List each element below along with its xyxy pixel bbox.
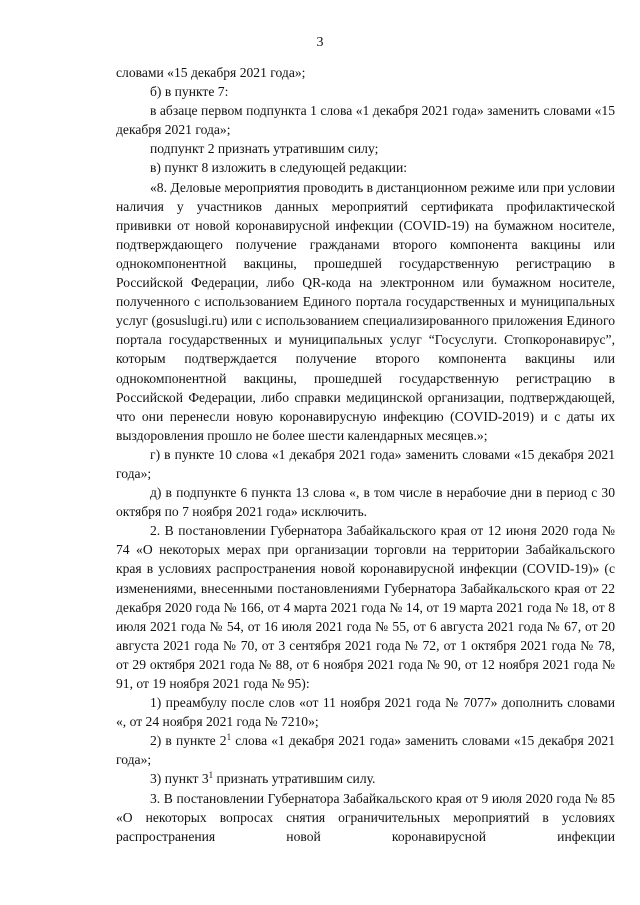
paragraph: г) в пункте 10 слова «1 декабря 2021 года» заменить словами «15 декабря 2021 года»;: [116, 446, 615, 481]
paragraph-text: признать утратившим силу.: [213, 771, 376, 787]
paragraph: «8. Деловые мероприятия проводить в дистанционном режиме или при условии наличия у участников данных мероприятий сертификата профилактической прививки от новой коронавирусной инфекции (COVID-19) на бумажном носителе, подтверждающего получение гражданами второго компонента вакцины или однокомпонентной вакцины, прошедшей государственную регистрацию в Российской Федерации, либо QR-кода на электронном или бумажном носителе, полученного с использованием Единого портала государственных и муниципальных услуг (gosuslugi.ru) или с использованием специализированного приложения Единого портала государственных и муниципальных услуг “Госуслуги. Стопкоронавирус”, которым подтверждается получение второго компонента вакцины или однокомпонентной вакцины, прошедшей государственную регистрацию в Российской Федерации, либо справки медицинской организации, подтверждающей, что они перенесли новую коронавирусную инфекцию (COVID-2019) и с даты их выздоровления прошло не более шести календарных месяцев.»;: [116, 179, 615, 443]
paragraph: 2. В постановлении Губернатора Забайкальского края от 12 июня 2020 года № 74 «О некоторых мерах при организации торговли на территории Забайкальского края в условиях распространения новой коронавирусной инфекции (COVID-19)» (с изменениями, внесенными постановлениями Губернатора Забайкальского края от 22 декабря 2020 года № 166, от 4 марта 2021 года № 14, от 19 марта 2021 года № 18, от 8 июля 2021 года № 54, от 16 июля 2021 года № 55, от 6 августа 2021 года № 67, от 20 августа 2021 года № 70, от 3 сентября 2021 года № 72, от 1 октября 2021 года № 78, от 29 октября 2021 года № 88, от 6 ноября 2021 года № 90, от 12 ноября 2021 года № 91, от 19 ноября 2021 года № 95):: [116, 523, 615, 691]
document-body: [116, 63, 615, 846]
paragraph: подпункт 2 признать утратившим силу;: [150, 141, 379, 157]
paragraph-text: 3) пункт 3: [150, 771, 209, 787]
paragraph: [116, 769, 615, 788]
superscript: 1: [208, 770, 214, 781]
paragraph: 3. В постановлении Губернатора Забайкальского края от 9 июля 2020 года № 85 «О некоторых вопросах снятия ограничительных мероприятий в условиях распространения новой коронавирусной инфекции: [116, 790, 615, 844]
paragraph: в) пункт 8 изложить в следующей редакции:: [150, 160, 408, 176]
superscript: 1: [226, 732, 232, 743]
page-number: 3: [316, 35, 324, 50]
paragraph: в абзаце первом подпункта 1 слова «1 декабря 2021 года» заменить словами «15 декабря 2021 года»;: [116, 103, 615, 138]
paragraph: б) в пункте 7:: [150, 84, 229, 100]
paragraph: словами «15 декабря 2021 года»;: [116, 65, 306, 80]
paragraph: 1) преамбулу после слов «от 11 ноября 2021 года № 7077» дополнить словами «, от 24 ноября 2021 года № 7210»;: [116, 695, 615, 730]
paragraph-text: слова «1 декабря 2021 года» заменить словами «15 декабря 2021 года»;: [116, 733, 615, 768]
paragraph-text: 2) в пункте 2: [150, 733, 227, 749]
paragraph: [116, 731, 615, 769]
paragraph: д) в подпункте 6 пункта 13 слова «, в том числе в нерабочие дни в период с 30 октября по 7 ноября 2021 года» исключить.: [116, 485, 615, 520]
